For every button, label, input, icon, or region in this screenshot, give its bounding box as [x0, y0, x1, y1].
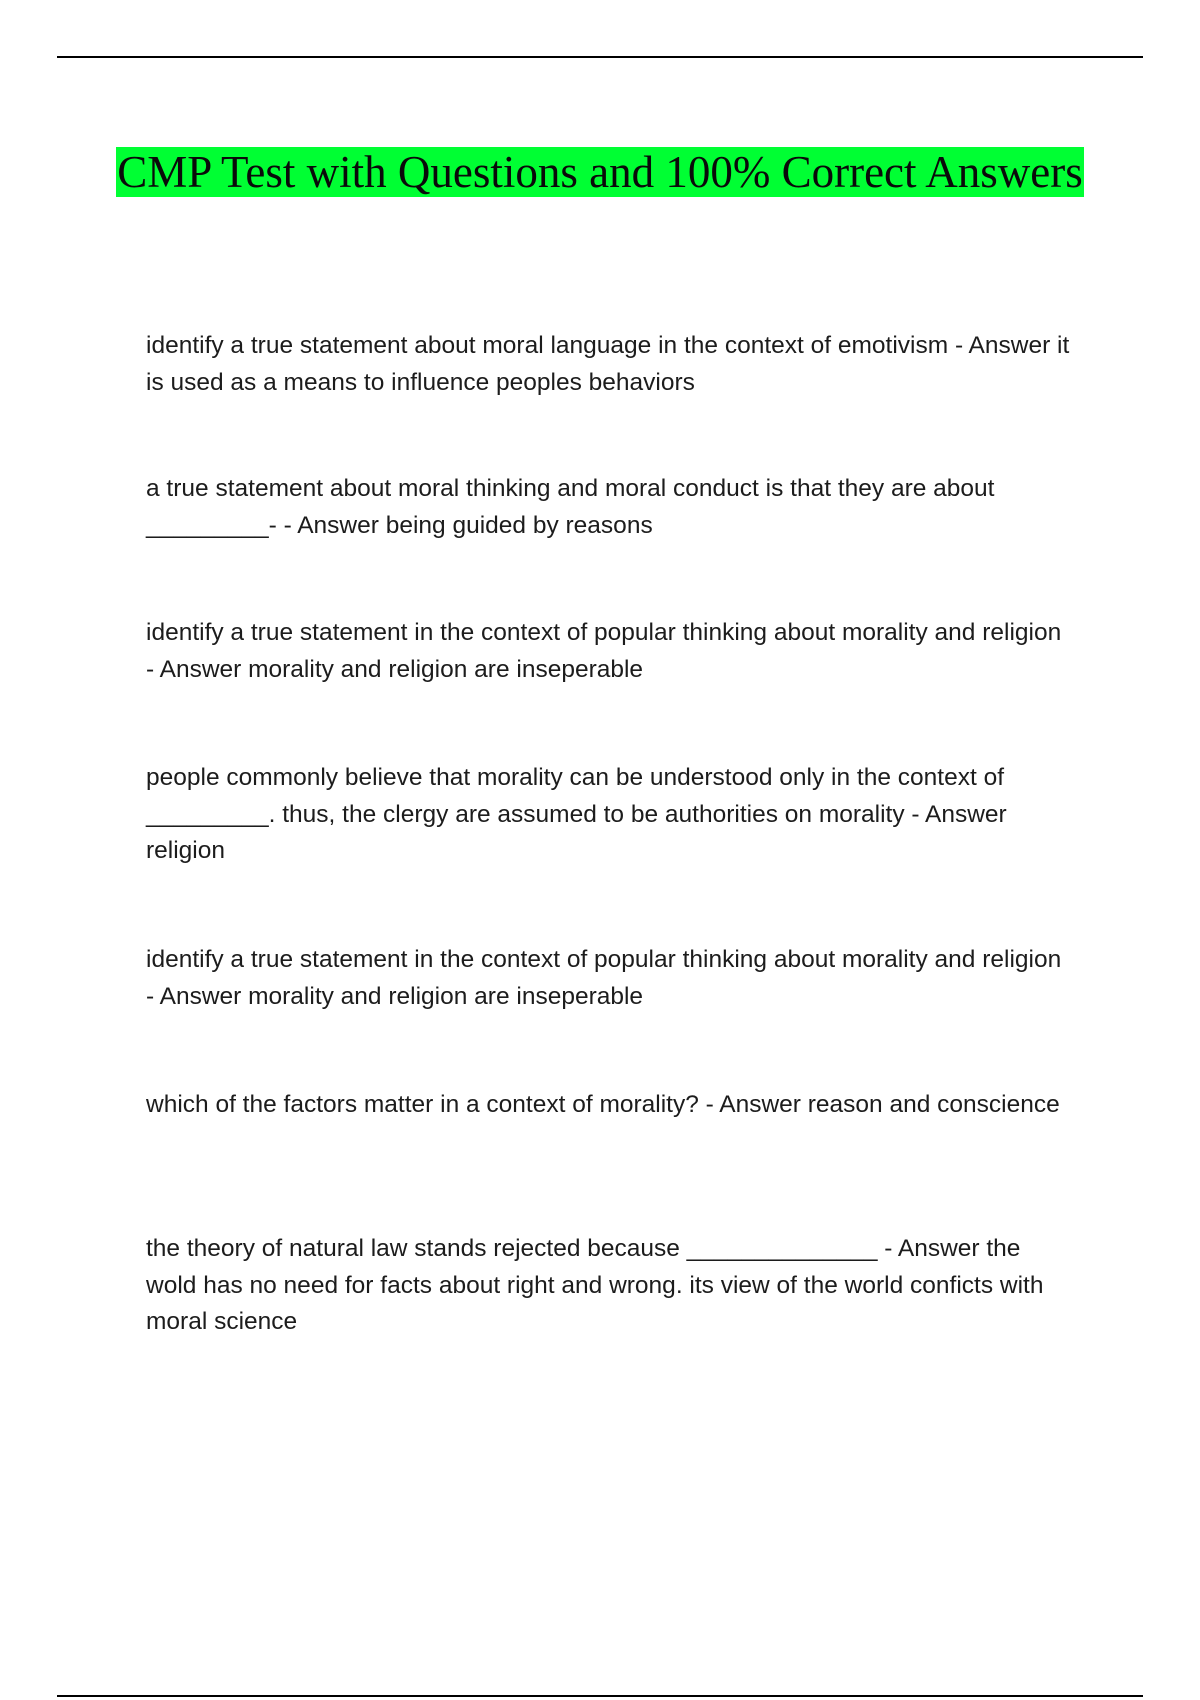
- qa-item: people commonly believe that morality can be understood only in the context of _________. thus, the clergy are assumed to be authorities on morality - Answer religion: [146, 764, 1007, 864]
- qa-item: a true statement about moral thinking and moral conduct is that they are about _________- - Answer being guided by reasons: [146, 475, 995, 539]
- bottom-rule: [57, 1695, 1143, 1697]
- qa-item: identify a true statement about moral language in the context of emotivism - Answer it is used as a means to influence peoples behaviors: [146, 332, 1070, 396]
- qa-item: the theory of natural law stands rejected because ______________ - Answer the wold has no need for facts about right and wrong. its view of the world conficts with moral science: [146, 1235, 1044, 1335]
- qa-item: identify a true statement in the context of popular thinking about morality and religion - Answer morality and religion are inseperable: [146, 619, 1062, 683]
- title-block: [100, 143, 1100, 201]
- top-rule: [57, 56, 1143, 58]
- title-highlight: CMP Test with Questions and 100% Correct Answers: [117, 147, 1083, 197]
- qa-item: which of the factors matter in a context of morality? - Answer reason and conscience: [146, 1091, 1060, 1118]
- qa-item: identify a true statement in the context of popular thinking about morality and religion - Answer morality and religion are inseperable: [146, 946, 1062, 1010]
- document-title: [100, 143, 1100, 201]
